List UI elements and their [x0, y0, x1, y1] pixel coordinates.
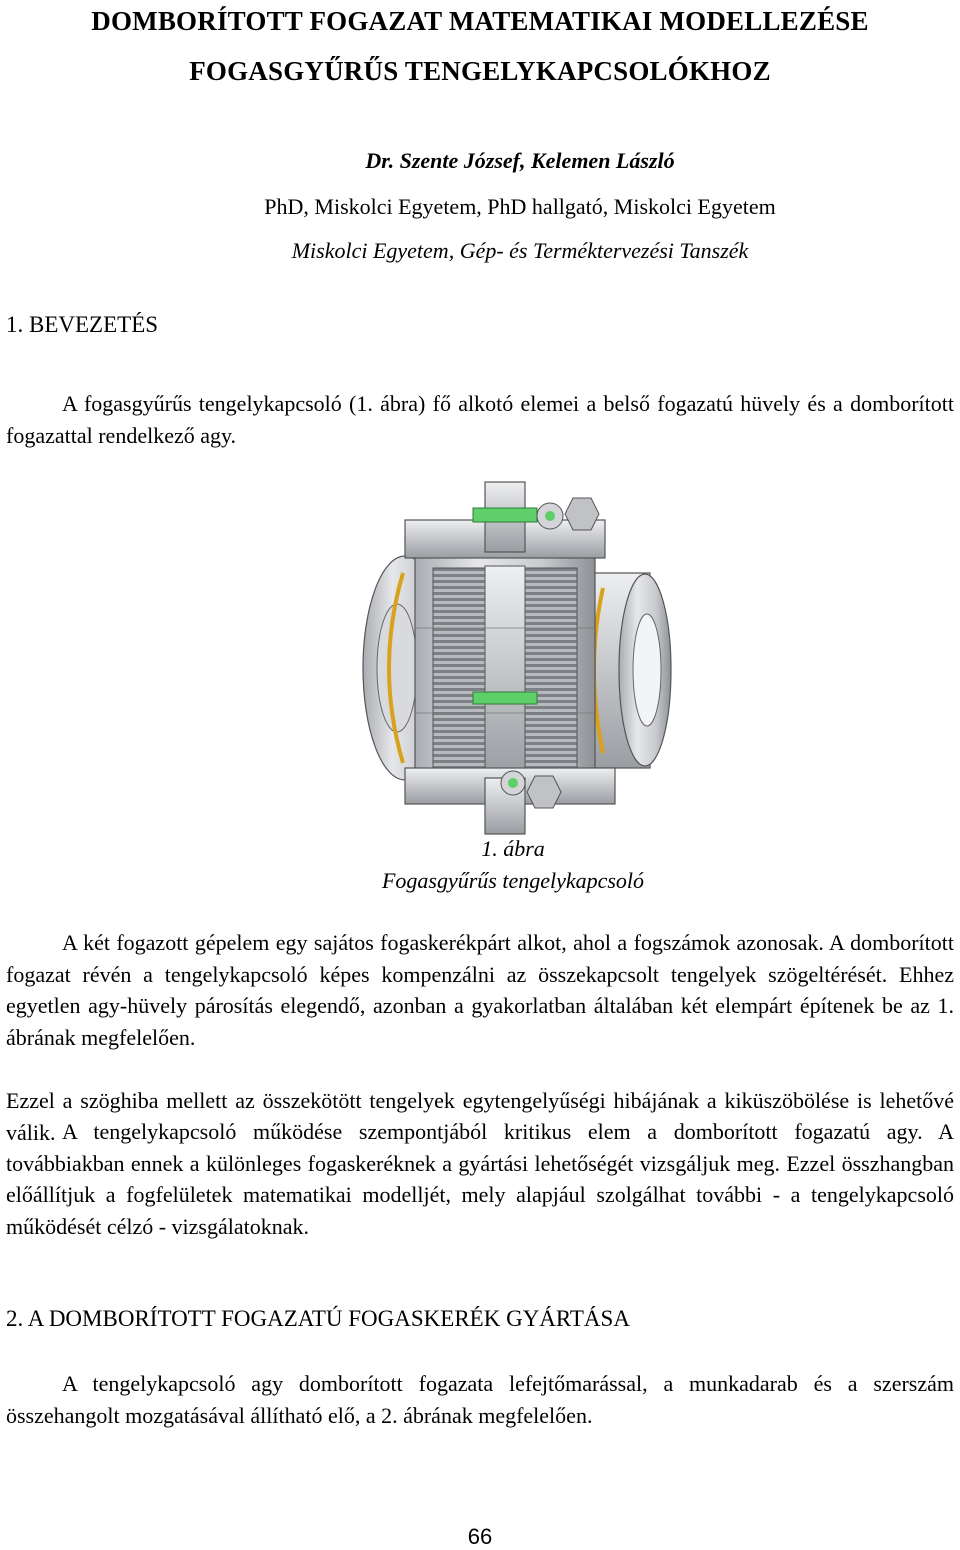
body-paragraph: A két fogazott gépelem egy sajátos fogaskerékpárt alkot, ahol a fogszámok azonosak. A domborított fogazat révén a tengelykapcsoló képes kompenzálni az összekapcsolt tengelyek szögeltérését. Ehhez egyetlen agy-hüvely párosítás elegendő, azonban a gyakorlatban általában két elempárt építenek be az 1. ábrának megfelelően.	[6, 930, 954, 1050]
section2-heading: 2. A DOMBORÍTOTT FOGAZATÚ FOGASKERÉK GYÁRTÁSA	[6, 1306, 630, 1331]
figure-gear-coupling	[345, 478, 680, 836]
paper-title-line1: DOMBORÍTOTT FOGAZAT MATEMATIKAI MODELLEZÉSE	[91, 6, 869, 36]
paper-title-line2: FOGASGYŰRŰS TENGELYKAPCSOLÓKHOZ	[189, 56, 771, 86]
body-paragraph: Ezzel a szöghiba mellett az összekötött tengelyek egytengelyűségi hibájának a kiküszöbölése is lehetővé válik.	[6, 1088, 954, 1145]
section1-intro: A fogasgyűrűs tengelykapcsoló (1. ábra) fő alkotó elemei a belső fogazatú hüvely és a domborított fogazattal rendelkező agy.	[6, 391, 954, 448]
figure1-caption: Fogasgyűrűs tengelykapcsoló	[381, 868, 645, 893]
gear-coupling-drawing	[345, 478, 680, 836]
department: Miskolci Egyetem, Gép- és Terméktervezési Tanszék	[291, 238, 749, 263]
section2-paragraph: A tengelykapcsoló agy domborított fogazata lefejtőmarással, a munkadarab és a szerszám összehangolt mozgatásával állítható elő, a 2. ábrának megfelelően.	[6, 1371, 954, 1428]
affiliation: PhD, Miskolci Egyetem, PhD hallgató, Miskolci Egyetem	[264, 194, 776, 219]
authors: Dr. Szente József, Kelemen László	[365, 148, 675, 173]
figure1-number: 1. ábra	[481, 836, 545, 861]
section1-heading: 1. BEVEZETÉS	[6, 312, 159, 337]
body-paragraph: A tengelykapcsoló működése szempontjából kritikus elem a domborított fogazatú agy. A továbbiakban ennek a különleges fogaskeréknek a gyártási lehetőségét vizsgáljuk meg. Ezzel összhangban előállítjuk a fogfelületek matematikai modelljét, mely alapjául szolgálhat további - a tengelykapcsoló működését célzó - vizsgálatoknak.	[6, 1119, 954, 1239]
page-number: 66	[467, 1524, 493, 1549]
